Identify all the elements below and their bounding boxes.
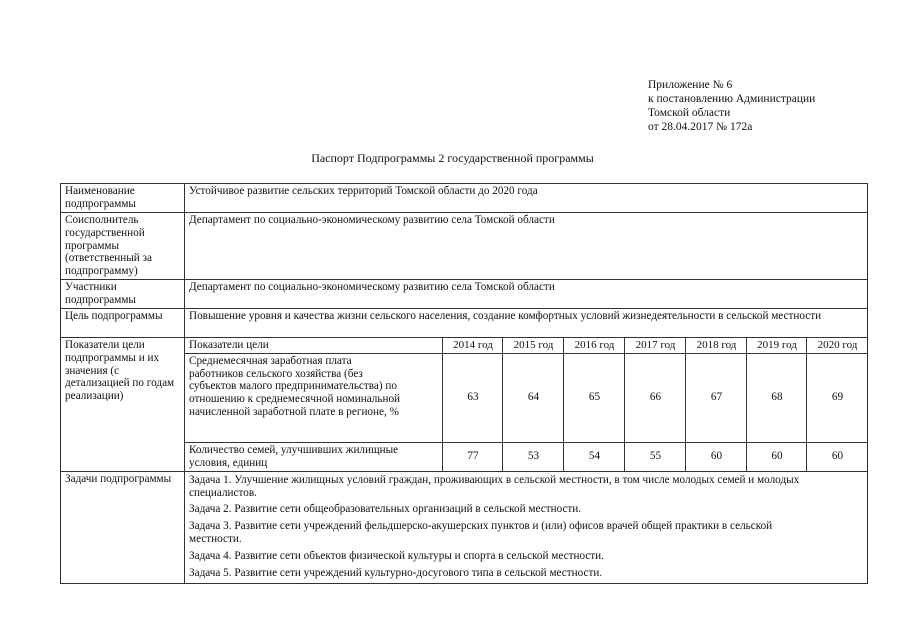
indicators-header-row [61, 338, 868, 354]
indicator-value: 60 [686, 442, 747, 471]
row-value: Департамент по социально-экономическому развитию села Томской области [185, 213, 868, 280]
row-label: Задачи подпрограммы [61, 471, 185, 584]
year-header: 2016 год [564, 338, 625, 354]
appendix-line: Приложение № 6 [648, 79, 733, 91]
row-goal [61, 309, 868, 338]
appendix-header [648, 78, 815, 134]
indicator-value: 68 [747, 353, 807, 442]
indicator-name: Количество семей, улучшивших жилищные условия, единиц [185, 442, 443, 471]
row-value: Повышение уровня и качества жизни сельского населения, создание комфортных условий жизнедеятельности в сельской местности [185, 309, 868, 338]
row-label: Наименование подпрограммы [61, 184, 185, 213]
row-tasks [61, 471, 868, 584]
indicator-value: 69 [807, 353, 868, 442]
year-header: 2014 год [443, 338, 503, 354]
task-item: Задача 4. Развитие сети объектов физической культуры и спорта в сельской местности. [189, 549, 604, 562]
indicator-value: 64 [503, 353, 564, 442]
row-label: Показатели цели подпрограммы и их значения (с детализацией по годам реализации) [61, 338, 185, 472]
row-name [61, 184, 868, 213]
row-value: Департамент по социально-экономическому развитию села Томской области [185, 280, 868, 309]
indicators-header: Показатели цели [185, 338, 443, 354]
task-item: Задача 5. Развитие сети учреждений культурно-досугового типа в сельской местности. [189, 566, 603, 579]
indicator-value: 60 [807, 442, 868, 471]
tasks-list [185, 471, 868, 584]
year-header: 2019 год [747, 338, 807, 354]
indicator-value: 53 [503, 442, 564, 471]
year-header: 2018 год [686, 338, 747, 354]
indicator-name: Среднемесячная заработная плата работников сельского хозяйства (без субъектов малого предпринимательства) по отношению к среднемесячной номинальной начисленной заработной плате в регионе, % [185, 353, 443, 442]
row-label: Участники подпрограммы [61, 280, 185, 309]
task-item: Задача 2. Развитие сети общеобразовательных организаций в сельской местности. [189, 503, 582, 516]
indicator-value: 77 [443, 442, 503, 471]
row-participants [61, 280, 868, 309]
indicator-value: 54 [564, 442, 625, 471]
row-label: Цель подпрограммы [61, 309, 185, 338]
row-value: Устойчивое развитие сельских территорий Томской области до 2020 года [185, 184, 868, 213]
year-header: 2020 год [807, 338, 868, 354]
indicator-value: 66 [625, 353, 686, 442]
row-coexecutor [61, 213, 868, 280]
indicator-value: 67 [686, 353, 747, 442]
passport-table [60, 183, 868, 584]
document-title: Паспорт Подпрограммы 2 государственной программы [311, 151, 594, 165]
indicator-value: 63 [443, 353, 503, 442]
row-label: Соисполнитель государственной программы (ответственный за подпрограмму) [61, 213, 185, 280]
indicator-value: 55 [625, 442, 686, 471]
appendix-line: от 28.04.2017 № 172а [648, 121, 753, 133]
appendix-line: к постановлению Администрации [648, 93, 816, 105]
indicator-value: 60 [747, 442, 807, 471]
task-item: Задача 1. Улучшение жилищных условий граждан, проживающих в сельской местности, в том числе молодых семей и молодых специалистов. [189, 473, 800, 499]
year-header: 2017 год [625, 338, 686, 354]
year-header: 2015 год [503, 338, 564, 354]
task-item: Задача 3. Развитие сети учреждений фельдшерско-акушерских пунктов и (или) офисов врачей общей практики в сельской местности. [189, 520, 773, 545]
indicator-value: 65 [564, 353, 625, 442]
appendix-line: Томской области [648, 107, 731, 119]
